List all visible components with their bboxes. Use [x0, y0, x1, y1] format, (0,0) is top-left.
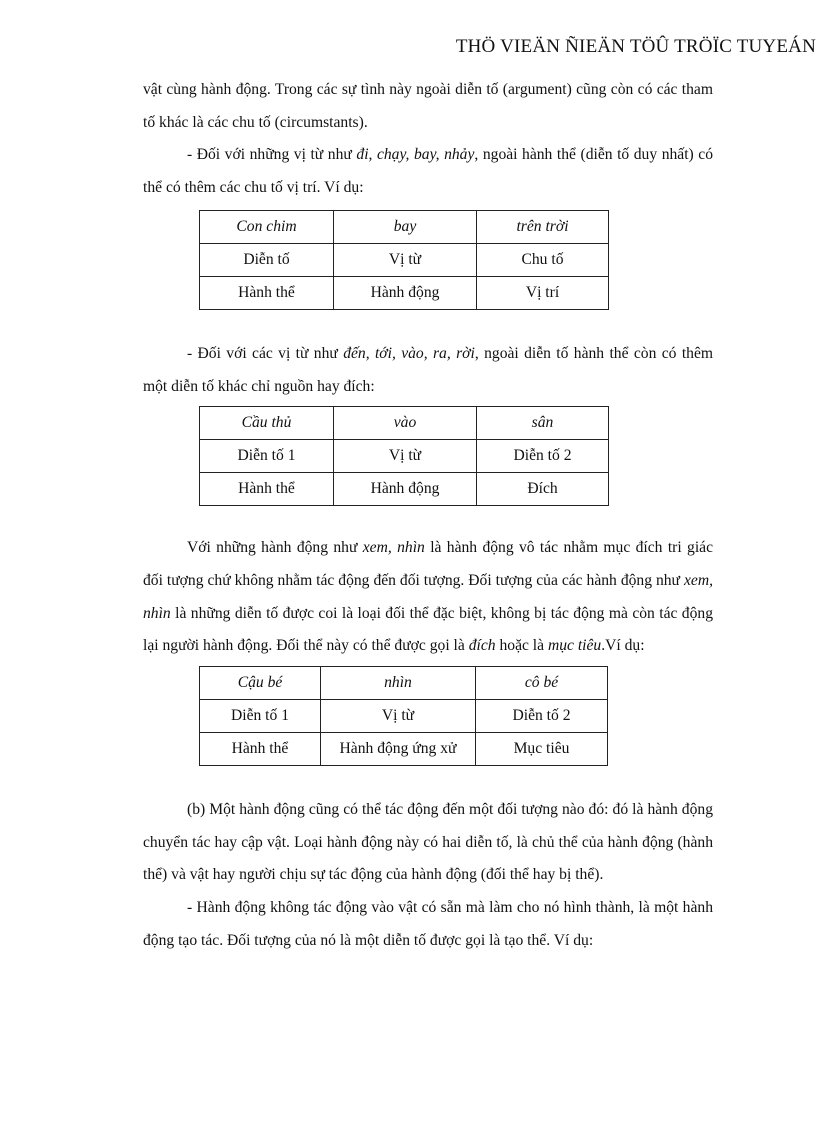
- table-cell: Hành động: [334, 276, 477, 309]
- table-row: [200, 700, 608, 733]
- table-cell: Hành động ứng xử: [321, 733, 476, 766]
- table-cell: bay: [334, 210, 477, 243]
- example-table-3: [199, 666, 608, 766]
- table-cell: sân: [477, 407, 609, 440]
- table-cell: nhìn: [321, 667, 476, 700]
- table-row: [200, 407, 609, 440]
- table-cell: trên trời: [477, 210, 609, 243]
- table-cell: Đích: [477, 473, 609, 506]
- document-body: [143, 74, 713, 958]
- table-cell: Diễn tố 1: [200, 700, 321, 733]
- example-table-2: [199, 406, 609, 506]
- table-row: [200, 667, 608, 700]
- table-cell: Hành thể: [200, 473, 334, 506]
- paragraph-5: (b) Một hành động cũng có thể tác động đến một đối tượng nào đó: đó là hành động chuyển tác hay cập vật. Loại hành động này có hai diễn tố, là chủ thể của hành động (hành thể) và vật hay người chịu sự tác động của hành động (đối thể hay bị thể).: [143, 801, 713, 884]
- table-row: [200, 473, 609, 506]
- table-cell: Vị từ: [334, 440, 477, 473]
- paragraph-3: - Đối với các vị từ như đến, tới, vào, ra, rời, ngoài diễn tố hành thể còn có thêm một diễn tố khác chỉ nguồn hay đích:: [143, 344, 714, 395]
- table-cell: Cậu bé: [200, 667, 321, 700]
- table-cell: Mục tiêu: [476, 733, 608, 766]
- paragraph-1: vật cùng hành động. Trong các sự tình này ngoài diễn tố (argument) cũng còn có các tham tố khác là các chu tố (circumstants).: [143, 81, 713, 131]
- table-cell: Diễn tố 2: [477, 440, 609, 473]
- table-cell: Vị từ: [334, 243, 477, 276]
- paragraph-6: - Hành động không tác động vào vật có sẵn mà làm cho nó hình thành, là một hành động tạo tác. Đối tượng của nó là một diễn tố được gọi là tạo thể. Ví dụ:: [143, 899, 713, 949]
- table-cell: Chu tố: [477, 243, 609, 276]
- paragraph-4: Với những hành động như xem, nhìn là hành động vô tác nhằm mục đích tri giác đối tượng chứ không nhằm tác động đến đối tượng. Đối tượng của các hành động như xem, nhìn là những diễn tố được coi là loại đối thể đặc biệt, không bị tác động mà còn tác động lại người hành động. Đối thể này có thể được gọi là đích hoặc là mục tiêu.Ví dụ:: [143, 539, 713, 655]
- table-cell: Vị trí: [477, 276, 609, 309]
- table-row: [200, 276, 609, 309]
- table-cell: vào: [334, 407, 477, 440]
- table-cell: Diễn tố 2: [476, 700, 608, 733]
- table-cell: Diễn tố 1: [200, 440, 334, 473]
- table-row: [200, 733, 608, 766]
- table-cell: cô bé: [476, 667, 608, 700]
- table-cell: Hành thể: [200, 276, 334, 309]
- table-cell: Cầu thủ: [200, 407, 334, 440]
- paragraph-2: - Đối với những vị từ như đi, chạy, bay, nhảy, ngoài hành thể (diễn tố duy nhất) có thể có thêm các chu tố vị trí. Ví dụ:: [143, 146, 713, 197]
- table-cell: Con chim: [200, 210, 334, 243]
- table-cell: Diễn tố: [200, 243, 334, 276]
- page-header: THÖ VIEÄN ÑIEÄN TÖÛ TRÖÏC TUYEÁN: [455, 36, 816, 57]
- example-table-1: [199, 210, 609, 310]
- table-row: [200, 243, 609, 276]
- table-cell: Hành thể: [200, 733, 321, 766]
- table-row: [200, 440, 609, 473]
- table-row: [200, 210, 609, 243]
- table-cell: Hành động: [334, 473, 477, 506]
- table-cell: Vị từ: [321, 700, 476, 733]
